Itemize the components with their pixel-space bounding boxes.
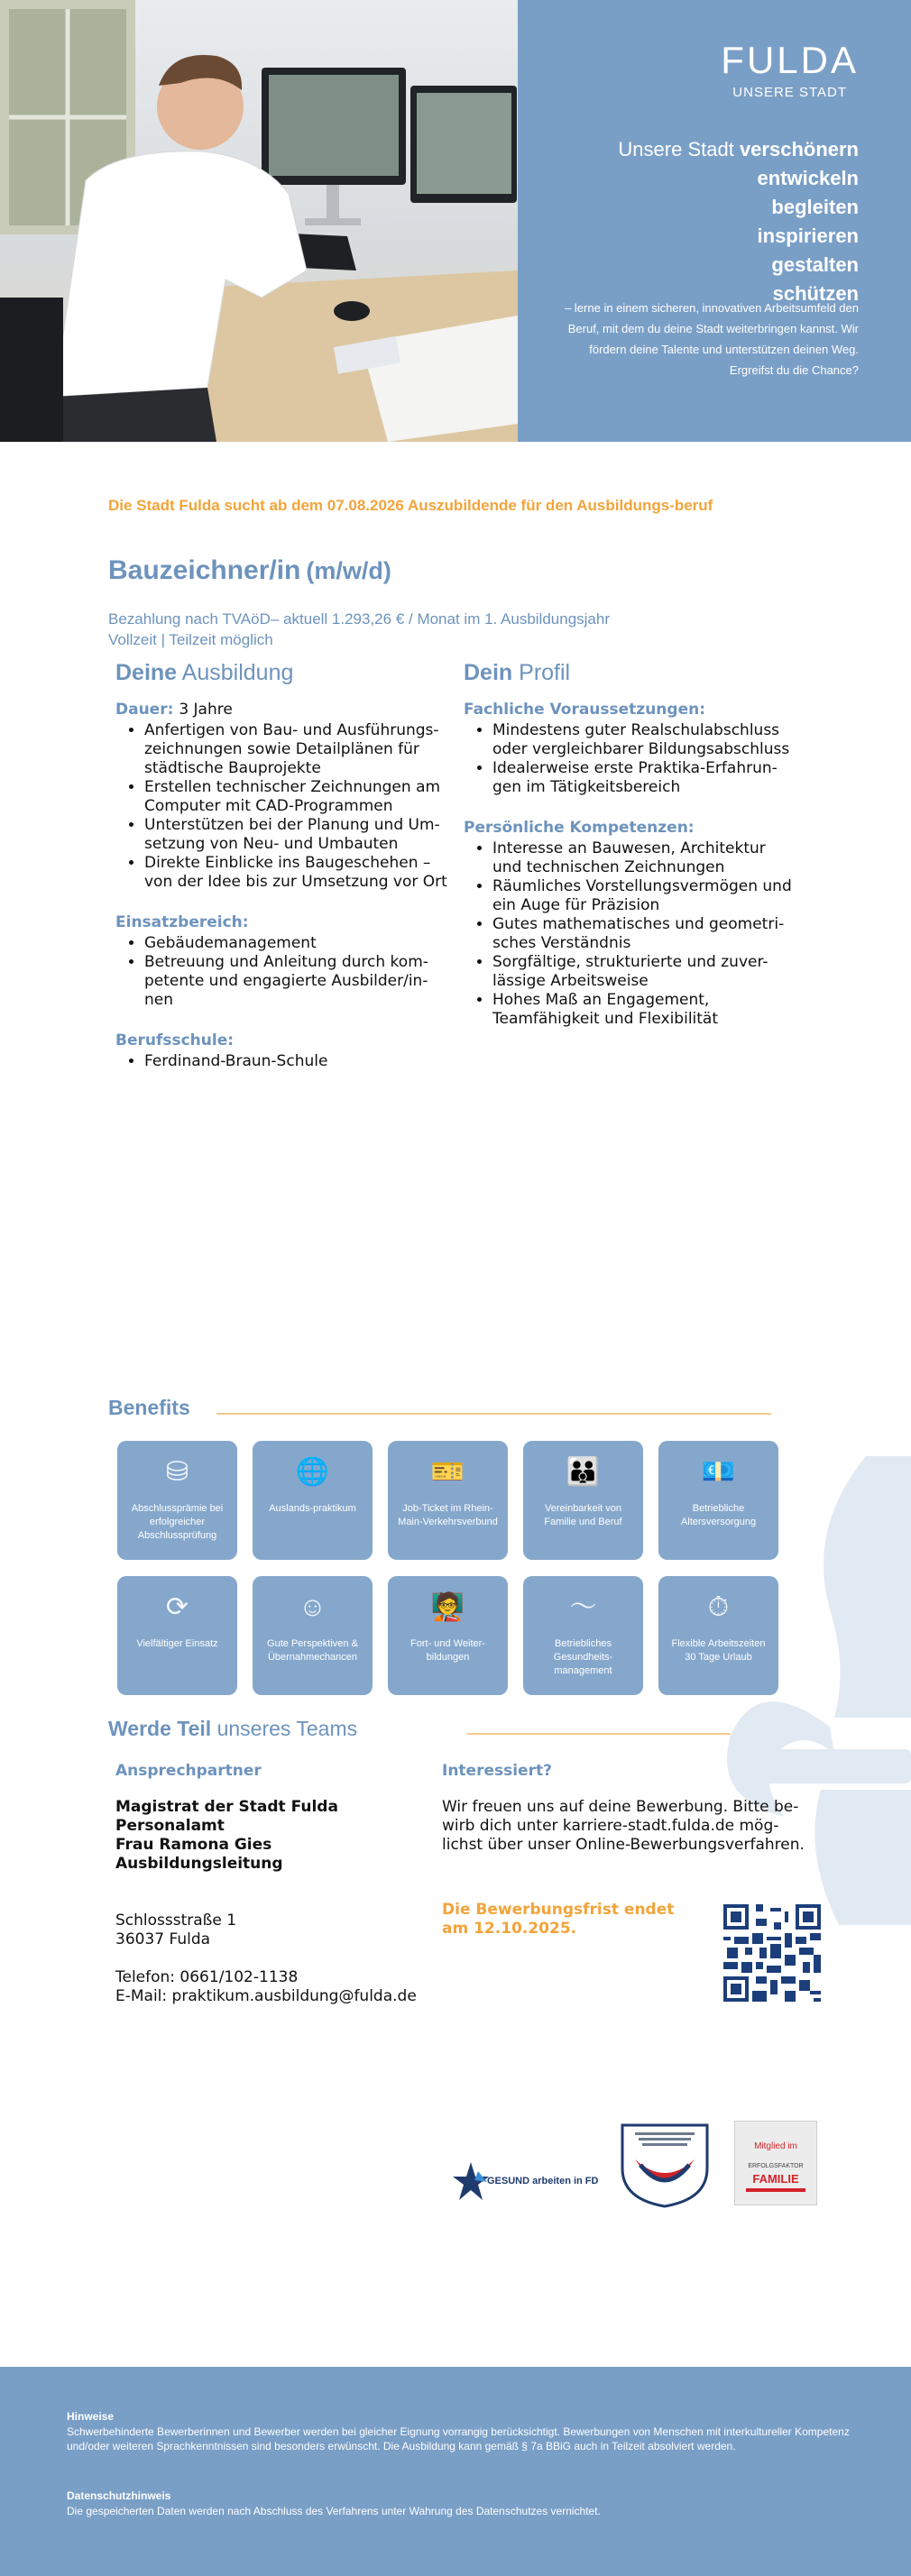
list-item: • Anfertigen von Bau- und Ausführungs-zeichnungen sowie Detailplänen für städtische Bauprojekte: [144, 721, 449, 778]
list-item: • Interesse an Bauwesen, Architektur und technischen Zeichnungen: [492, 839, 797, 877]
familie-line-2: ERFOLGSFAKTOR: [748, 2163, 804, 2169]
tagline-intro: Unsere Stadt: [618, 138, 734, 160]
logo-subtitle: UNSERE STADT: [732, 85, 848, 100]
pay-line: Bezahlung nach TVAöD– aktuell 1.293,26 € / Monat im 1. Ausbildungsjahr: [108, 610, 611, 628]
benefit-label: Betriebliches Gesundheits-management: [553, 1638, 613, 1676]
ausbildung-heading: [115, 660, 449, 685]
familie-line-1: Mitglied im: [754, 2141, 797, 2151]
benefit-tile: [253, 1441, 373, 1560]
team-heading: [108, 1717, 357, 1741]
application-deadline: Die Bewerbungsfrist endet am 12.10.2025.: [442, 1901, 675, 1938]
dauer-line: [115, 701, 449, 720]
pers-label: Persönliche Kompetenzen:: [464, 819, 695, 837]
benefit-tile: [388, 1441, 508, 1560]
task-list: [115, 721, 449, 892]
hero-banner: [0, 0, 911, 442]
benefit-label: Betriebliche Altersversorgung: [680, 1503, 757, 1527]
clock-person-icon: ⏱: [707, 1592, 730, 1622]
coins-icon: ⛁: [165, 1457, 189, 1487]
datenschutz-text: Die gespeicherten Daten werden nach Abschluss des Verfahrens unter Wahrung des Datenschutzes vernichtet.: [67, 2505, 601, 2517]
benefit-label: Vielfältiger Einsatz: [136, 1638, 218, 1649]
benefit-tile: [253, 1576, 373, 1695]
qr-code-icon[interactable]: [723, 1904, 821, 2002]
list-item: • Betreuung und Anleitung durch kom-petente und engagierte Ausbilder/in-nen: [144, 953, 449, 1010]
benefit-tile: [117, 1441, 237, 1560]
benefit-label: Vereinbarkeit von Familie und Beruf: [544, 1503, 622, 1527]
pay-info: [108, 609, 610, 650]
benefit-label: Auslands-praktikum: [269, 1503, 356, 1514]
benefit-tile: [388, 1576, 508, 1695]
heading-bold: Werde Teil: [108, 1717, 212, 1740]
ausbildung-column: [115, 660, 449, 1071]
contact-department: Personalamt: [115, 1817, 225, 1835]
contact-street: Schlossstraße 1: [115, 1911, 237, 1930]
profil-column: [464, 660, 797, 1029]
benefits-divider: [216, 1413, 771, 1415]
contact-phone[interactable]: Telefon: 0661/102-1138: [115, 1968, 299, 1986]
employer-seal-icon: [617, 2122, 713, 2208]
contact-name: Frau Ramona Gies: [115, 1836, 272, 1854]
tagline-word: begleiten: [771, 196, 859, 218]
contact-role: Ausbildungsleitung: [115, 1855, 283, 1873]
tagline-word: inspirieren: [757, 225, 859, 247]
list-item: • Erstellen technischer Zeichnungen am Computer mit CAD-Programmen: [144, 778, 449, 816]
globe-icon: 🌐: [295, 1457, 330, 1487]
schule-list: [115, 1052, 449, 1071]
tagline-word: schützen: [772, 282, 859, 305]
job-title-suffix: (m/w/d): [306, 557, 391, 584]
profil-heading: [464, 660, 797, 685]
heading-bold: Dein: [464, 660, 513, 685]
benefit-label: Abschlussprämie bei erfolgreicher Abschlussprüfung: [131, 1503, 224, 1541]
interest-heading: Interessiert?: [442, 1762, 552, 1780]
rotation-icon: ⟳: [165, 1592, 189, 1622]
trainee-at-desk-illustration: [0, 0, 518, 442]
footer: [0, 2367, 911, 2576]
fulda-logo: [721, 41, 859, 100]
benefit-tile: [117, 1576, 237, 1695]
dauer-label: Dauer:: [115, 701, 174, 719]
benefits-heading: Benefits: [108, 1396, 190, 1419]
contact-city: 36037 Fulda: [115, 1930, 211, 1948]
hero-description: – lerne in einem sicheren, innovativen Arbeitsumfeld den Beruf, mit dem du deine Stadt weiterbringen kannst. Wir fördern deine Talente und unterstützen deinen Weg. Ergreifst du die Chance?: [565, 301, 859, 377]
fach-label: Fachliche Voraussetzungen:: [464, 701, 706, 719]
datenschutz-title: Datenschutzhinweis: [67, 2489, 171, 2502]
list-item: • Mindestens guter Realschulabschluss oder vergleichbarer Bildungsabschluss: [492, 721, 797, 759]
contact-org: Magistrat der Stadt Fulda: [115, 1798, 338, 1816]
list-item: • Ferdinand-Braun-Schule: [144, 1052, 449, 1071]
list-item: • Idealerweise erste Praktika-Erfahrun-gen im Tätigkeitsbereich: [492, 759, 797, 797]
einsatz-list: [115, 934, 449, 1010]
heading-rest: Profil: [519, 660, 571, 685]
tagline-word: entwickeln: [757, 167, 859, 189]
familie-line-3: FAMILIE: [752, 2172, 799, 2186]
benefit-tile: [523, 1576, 643, 1695]
benefit-label: Fort- und Weiter-bildungen: [410, 1638, 485, 1663]
family-icon: 👪: [566, 1457, 601, 1487]
einsatz-label: Einsatzbereich:: [115, 913, 249, 931]
heading-bold: Deine: [115, 660, 178, 685]
job-title-text: Bauzeichner/in: [108, 555, 301, 585]
erfolgsfaktor-familie-logo: [734, 2121, 817, 2205]
benefit-tile: [658, 1441, 778, 1560]
hero-photo: [0, 0, 518, 442]
smiley-icon: ☺: [299, 1592, 327, 1622]
list-item: • Unterstützen bei der Planung und Um-setzung von Neu- und Umbauten: [144, 816, 449, 854]
list-item: • Direkte Einblicke ins Baugeschehen – von der Idee bis zur Umsetzung vor Ort: [144, 854, 449, 892]
ticket-icon: 🎫: [430, 1457, 465, 1487]
hinweise-title: Hinweise: [67, 2410, 115, 2423]
heading-rest: Ausbildung: [181, 660, 294, 685]
work-time-line: Vollzeit | Teilzeit möglich: [108, 631, 273, 648]
hero-tagline: [618, 135, 859, 308]
dauer-value: 3 Jahre: [179, 701, 233, 719]
list-item: • Hohes Maß an Engagement, Teamfähigkeit und Flexibilität: [492, 991, 797, 1029]
hero-panel: [518, 0, 911, 442]
search-announcement: Die Stadt Fulda sucht ab dem 07.08.2026 Auszubildende für den Ausbildungs-beruf: [108, 497, 713, 514]
contact-email[interactable]: E-Mail: praktikum.ausbildung@fulda.de: [115, 1987, 417, 2005]
interest-text: Wir freuen uns auf deine Bewerbung. Bitte be-wirb dich unter karriere-stadt.fulda.de mög-lichst über unser Online-Bewerbungsverfahren.: [442, 1798, 805, 1854]
list-item: • Gebäudemanagement: [144, 934, 449, 953]
benefit-label: Gute Perspektiven & Übernahmechancen: [267, 1638, 358, 1663]
gesund-logo-text: GESUND arbeiten in FD: [487, 2176, 599, 2186]
presentation-icon: 🧑‍🏫: [430, 1592, 465, 1622]
tagline-word: gestalten: [771, 253, 859, 276]
heartbeat-icon: 〜: [569, 1592, 597, 1622]
heading-rest: unseres Teams: [216, 1717, 358, 1740]
team-divider: [467, 1733, 731, 1735]
contact-block: [115, 1798, 440, 2006]
money-icon: 💶: [701, 1457, 736, 1487]
familie-bar: [746, 2188, 805, 2192]
schule-label: Berufsschule:: [115, 1031, 235, 1050]
fach-list: [464, 721, 797, 797]
tagline-word: verschönern: [739, 138, 859, 160]
hinweise-text: Schwerbehinderte Bewerberinnen und Bewerber werden bei gleicher Eignung vorrangig berücksichtigt. Bewerbungen von Menschen mit interkultureller Kompetenz und/oder weiteren Sprachkenntnissen sind besonders erwünscht. Die Ausbildung kann gemäß § 7a BBiG auch in Teilzeit absolviert werden.: [67, 2425, 850, 2452]
job-title: [108, 555, 391, 586]
benefit-label: Job-Ticket im Rhein-Main-Verkehrsverbund: [398, 1503, 498, 1527]
benefit-label: Flexible Arbeitszeiten 30 Tage Urlaub: [671, 1638, 766, 1663]
benefit-tile: [523, 1441, 643, 1560]
contact-heading: Ansprechpartner: [115, 1762, 262, 1780]
pers-list: [464, 839, 797, 1029]
benefit-tile: [658, 1576, 778, 1695]
list-item: • Gutes mathematisches und geometri-sches Verständnis: [492, 915, 797, 953]
list-item: • Räumliches Vorstellungsvermögen und ein Auge für Präzision: [492, 877, 797, 915]
logo-wordmark: FULDA: [721, 39, 859, 81]
list-item: • Sorgfältige, strukturierte und zuver-lässige Arbeitsweise: [492, 953, 797, 991]
